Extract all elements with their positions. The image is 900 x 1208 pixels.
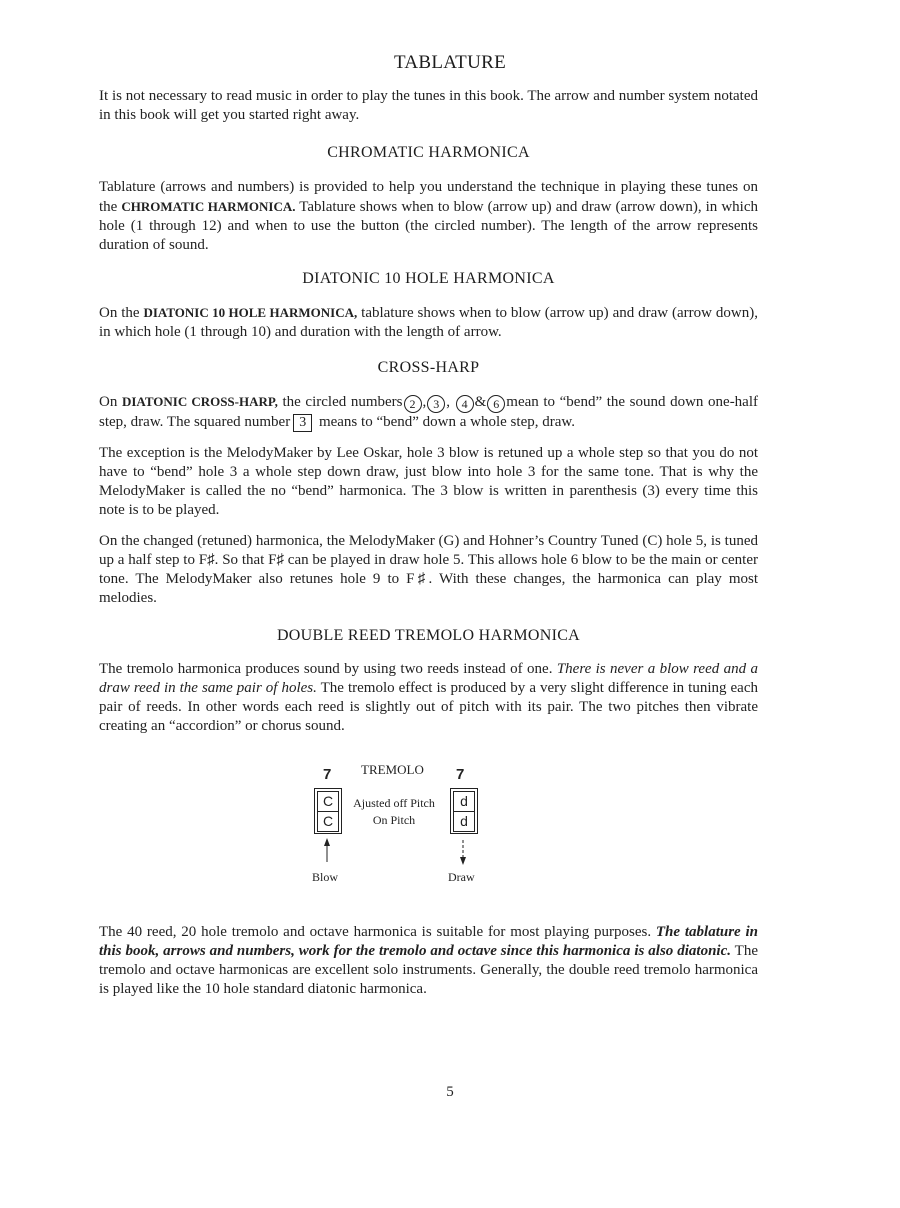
blow-arrow-icon [324, 838, 330, 862]
text-run: On [99, 394, 122, 410]
draw-hole-frame [450, 788, 478, 834]
tremolo-section-2 [99, 923, 758, 999]
text-run: means to “bend” down a whole step, draw. [315, 414, 575, 430]
cross-harp-paragraph-2: The exception is the MelodyMaker by Lee Oskar, hole 3 blow is retuned up a whole step so that you do not have to “bend” hole 3 a whole step down draw, just blow into hole 3 for the same tone. That is why the MelodyMaker is called the no “bend” harmonica. The 3 blow is written in parenthesis (3) every time this note is to be played. [99, 445, 758, 518]
tremolo-section [99, 627, 758, 736]
intro-section [99, 87, 758, 125]
left-hole-number: 7 [323, 766, 332, 783]
circled-number: 6 [487, 395, 505, 413]
cross-harp-paragraph-1: On DIATONIC CROSS-HARP, the circled numbers 2 , 3 , 4 & 6 mean to “bend” the sound down one-half step, draw. The squared number 3 means to “bend” down a whole step, draw. [99, 394, 759, 430]
text-run: The tremolo harmonica produces sound by using two reeds instead of one. [99, 661, 557, 677]
cross-harp-paragraph-3: On the changed (retuned) harmonica, the MelodyMaker (G) and Hohner’s Country Tuned (C) hole 5, is tuned up a half step to F♯. So that F♯ can be played in draw hole 5. This allows hole 6 blow to be the main or center tone. The MelodyMaker also retunes hole 9 to F♯. With these changes, the harmonica can play most melodies. [99, 533, 758, 606]
text-run: the circled numbers [277, 394, 403, 410]
blow-reed-top: C [317, 791, 339, 812]
text-run: Tablature (arrows and numbers) is provided to help you understand the technique in playing these tunes on the [99, 179, 758, 215]
label-off-pitch: Ajusted off Pitch [353, 796, 435, 810]
cross-harp-section [99, 359, 758, 608]
chromatic-section [99, 144, 758, 255]
chromatic-paragraph [99, 178, 758, 255]
italic-run: There is never a blow reed and a draw reed in the same pair of holes. [99, 661, 758, 696]
diagram-title: TREMOLO [361, 762, 424, 777]
label-on-pitch: On Pitch [372, 813, 416, 827]
smallcaps-run: DIATONIC CROSS-HARP, [121, 394, 278, 409]
draw-reed-top: d [453, 791, 475, 812]
draw-arrow-icon [460, 840, 466, 865]
draw-label: Draw [448, 870, 475, 884]
smallcaps-run: DIATONIC 10 HOLE HARMONICA, [143, 305, 358, 320]
intro-paragraph: It is not necessary to read music in order to play the tunes in this book. The arrow and number system notated in this book will get you started right away. [99, 88, 758, 123]
text-run: The tremolo and octave harmonicas are excellent solo instruments. Generally, the double reed tremolo harmonica is played like the 10 hole standard diatonic harmonica. [99, 943, 758, 997]
diatonic-heading: DIATONIC 10 HOLE HARMONICA [302, 270, 555, 287]
tremolo-paragraph-1 [99, 660, 758, 736]
diatonic-paragraph [99, 303, 758, 342]
cross-harp-heading: CROSS-HARP [377, 359, 480, 376]
circled-number: 2 [404, 395, 422, 413]
blow-hole-frame [314, 788, 342, 834]
ampersand: & [474, 394, 487, 410]
text-run: On the [99, 305, 144, 321]
blow-reed-bottom: C [317, 811, 339, 832]
text-run: The 40 reed, 20 hole tremolo and octave harmonica is suitable for most playing purposes. [99, 924, 656, 940]
circled-number: 3 [427, 395, 445, 413]
tremolo-heading: DOUBLE REED TREMOLO HARMONICA [276, 627, 581, 644]
smallcaps-run: CHROMATIC HARMONICA. [121, 199, 296, 214]
page-title: TABLATURE [393, 52, 506, 73]
circled-number: 4 [456, 395, 474, 413]
text-run: mean to “bend” the sound down one-half step, draw. The squared number [99, 394, 759, 430]
text-run: Tablature shows when to blow (arrow up) and draw (arrow down), in which hole (1 through 12) and when to use the button (the circled number). The length of the arrow represents duration of sound. [99, 199, 758, 253]
draw-reed-bottom: d [453, 811, 475, 832]
page-number: 5 [446, 1084, 454, 1100]
tremolo-paragraph-2 [99, 923, 758, 999]
right-hole-number: 7 [456, 766, 465, 783]
blow-label: Blow [312, 870, 339, 884]
chromatic-heading: CHROMATIC HARMONICA [327, 144, 530, 161]
text-run: tablature shows when to blow (arrow up) and draw (arrow down), in which hole (1 through 10) and duration with the length of arrow. [99, 305, 758, 340]
diatonic-section [99, 270, 758, 342]
squared-number: 3 [293, 414, 312, 432]
text-run: The tremolo effect is produced by a very slight difference in tuning each pair of reeds. In other words each reed is slightly out of pitch with its pair. The two pitches then vibrate creating an “accordion” or chorus sound. [99, 680, 758, 734]
bold-italic-run: The tablature in this book, arrows and numbers, work for the tremolo and octave since this harmonica is also diatonic. [99, 924, 759, 959]
